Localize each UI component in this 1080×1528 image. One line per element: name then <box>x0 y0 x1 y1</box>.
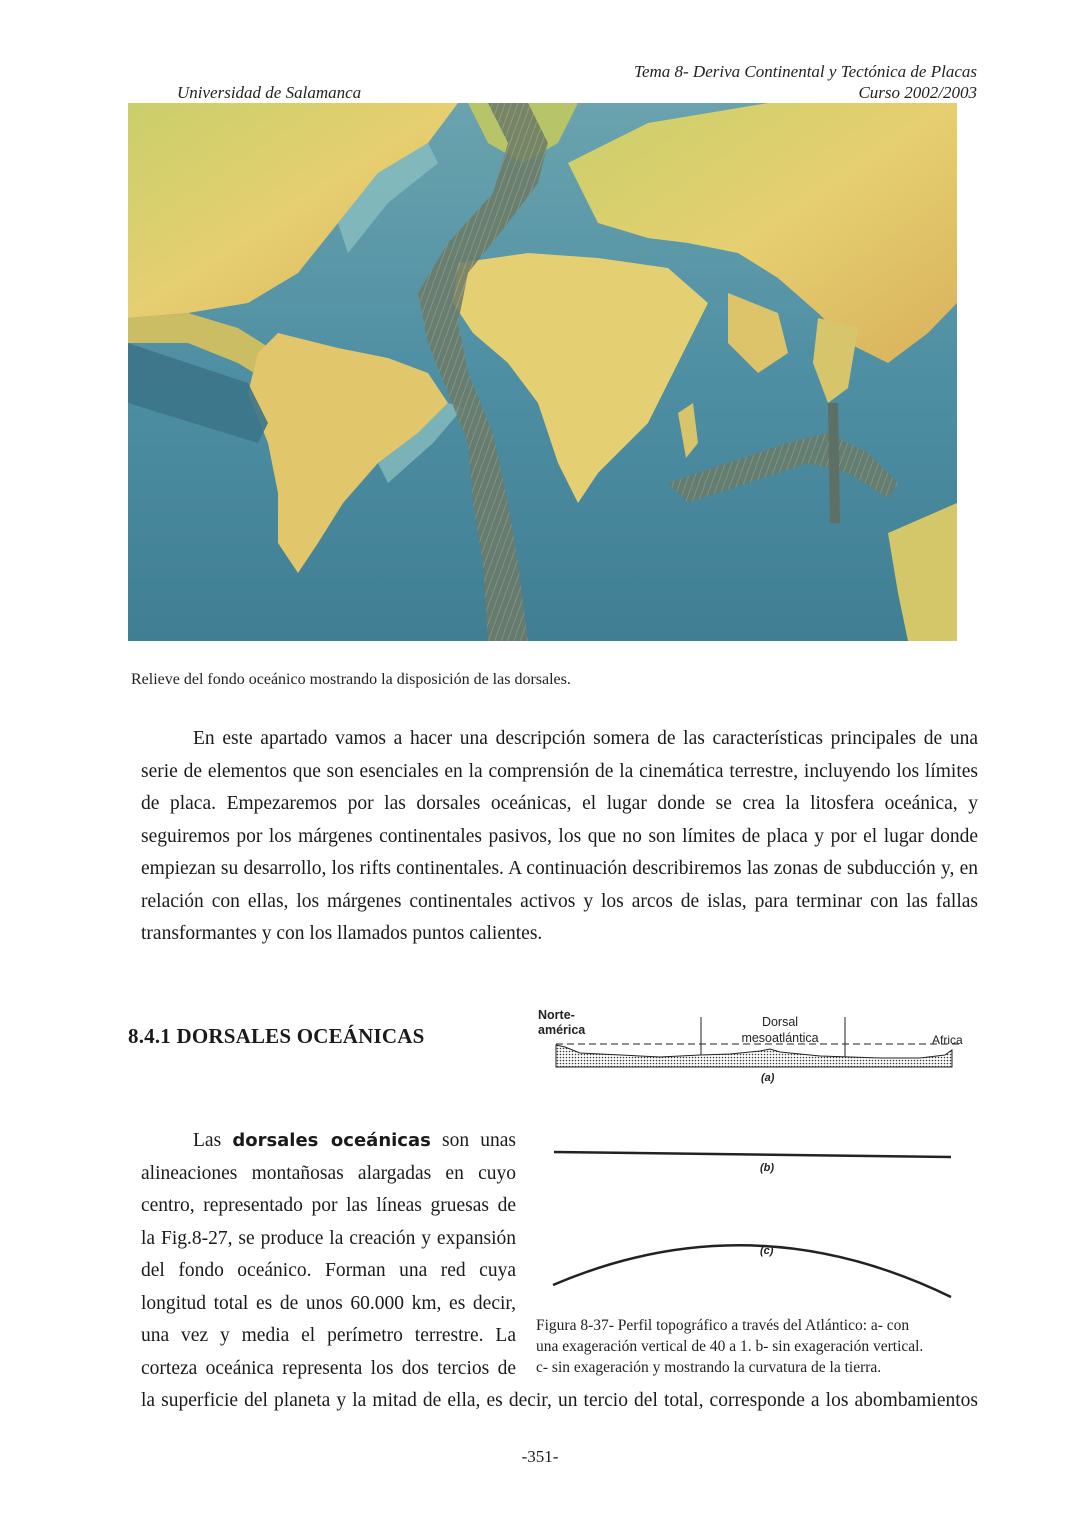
label-north-america <box>538 1008 585 1038</box>
label-ridge-line1: Dorsal <box>761 1015 799 1029</box>
body-line: una vez y media el perímetro terrestre. La <box>141 1325 516 1346</box>
section-title: 8.4.1 DORSALES OCEÁNICAS <box>128 1024 425 1048</box>
body-line: alineaciones montañosas alargadas en cuyo <box>141 1162 516 1184</box>
body-line: centro, representado por las líneas gruesas de <box>141 1195 516 1216</box>
label-north-america-line1: Norte- <box>538 1008 575 1022</box>
header-course: Curso 2002/2003 <box>858 83 977 102</box>
intro-paragraph-text: En este apartado vamos a hacer una descripción somera de las características principales de una serie de elementos que son esenciales en la comprensión de la cinemática terrestre, incluyendo los límites de placa. Empezaremos por las dorsales oceánicas, el lugar donde se crea la litosfera oceánica, y seguiremos por los márgenes continentales pasivos, los que no son límites de placa y por el lugar donde empiezan su desarrollo, los rifts continentales. A continuación describiremos las zonas de subducción y, en relación con ellas, los márgenes continentales activos y los arcos de islas, para terminar con las fallas transformantes y con los llamados puntos calientes. <box>141 728 978 944</box>
map-caption: Relieve del fondo oceánico mostrando la disposición de las dorsales. <box>131 671 571 688</box>
header-institution: Universidad de Salamanca <box>177 83 362 102</box>
ninetyeast-ridge <box>828 403 840 523</box>
body-lead: Las <box>193 1130 233 1151</box>
figure-8-37 <box>520 1005 980 1305</box>
intro-paragraph <box>141 723 978 951</box>
header-topic: Tema 8- Deriva Continental y Tectónica de Placas <box>634 62 977 81</box>
body-column <box>141 1125 516 1385</box>
label-africa: Africa <box>932 1033 963 1047</box>
figure-caption-line: Figura 8-37- Perfil topográfico a través del Atlántico: a- con <box>536 1317 910 1334</box>
panel-c-label: (c) <box>760 1245 774 1257</box>
body-line: la Fig.8-27, se produce la creación y expansión <box>141 1227 516 1249</box>
label-ridge-line2: mesoatlántica <box>741 1031 819 1045</box>
body-line: longitud total es de unos 60.000 km, es decir, <box>141 1292 516 1314</box>
profile-b-line <box>554 1152 951 1157</box>
body-line: corteza oceánica representa los dos tercios de <box>141 1357 516 1379</box>
body-line-1-end: son unas <box>430 1130 516 1151</box>
term-dorsales-oceanicas: dorsales oceánicas <box>232 1130 431 1151</box>
label-north-america-line2: américa <box>538 1023 586 1037</box>
body-last-line: la superficie del planeta y la mitad de ella, es decir, un tercio del total, corresponde a los abombamientos <box>141 1390 978 1411</box>
label-mid-atlantic-ridge <box>730 1014 830 1046</box>
figure-8-37-caption <box>536 1315 966 1378</box>
body-full-line <box>141 1385 978 1418</box>
figure-caption-line: una exageración vertical de 40 a 1. b- sin exageración vertical. <box>536 1338 924 1355</box>
figure-caption-line: c- sin exageración y mostrando la curvatura de la tierra. <box>536 1359 882 1376</box>
profile-a-seafloor <box>556 1045 952 1067</box>
body-line: del fondo oceánico. Forman una red cuya <box>141 1260 516 1281</box>
profile-c-curve <box>553 1245 951 1297</box>
panel-a-label: (a) <box>761 1072 775 1084</box>
seafloor-relief-map <box>128 103 957 641</box>
page-number: -351- <box>521 1447 559 1466</box>
body-line-1 <box>141 1125 516 1158</box>
panel-b-label: (b) <box>760 1162 775 1174</box>
